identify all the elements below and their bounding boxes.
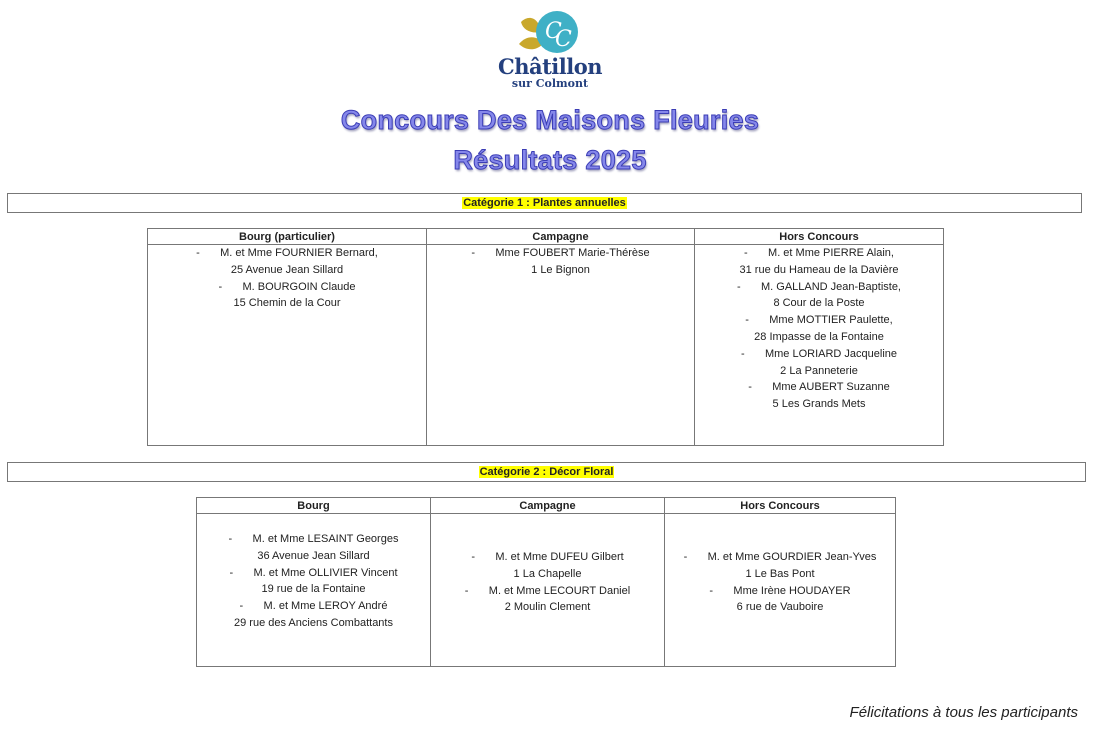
winner-name: - Mme LORIARD Jacqueline <box>741 348 897 360</box>
winner-address: 25 Avenue Jean Sillard <box>230 263 344 276</box>
winner-entry <box>197 531 430 565</box>
category-2-table <box>196 497 896 667</box>
town-logo <box>490 8 610 96</box>
winner-address: 1 Le Bignon <box>531 263 590 276</box>
column-header: Campagne <box>431 498 665 514</box>
winners-cell <box>427 245 695 446</box>
column-header: Bourg (particulier) <box>148 229 427 245</box>
winner-entry <box>148 245 426 279</box>
winner-name: - Mme FOUBERT Marie-Thérèse <box>471 247 649 259</box>
winner-address: 28 Impasse de la Fontaine <box>754 330 884 343</box>
winner-name: - M. et Mme FOURNIER Bernard, <box>196 247 378 259</box>
winner-name: - M. GALLAND Jean-Baptiste, <box>737 281 901 293</box>
winners-cell <box>431 514 665 667</box>
winners-cell <box>148 245 427 446</box>
winner-address: 2 Moulin Clement <box>504 601 591 614</box>
winner-address: 31 rue du Hameau de la Davière <box>739 263 899 276</box>
logo-line1: Châtillon <box>498 54 602 79</box>
winner-address: 6 rue de Vauboire <box>736 601 824 614</box>
logo-line2: sur Colmont <box>511 77 589 90</box>
winner-entry <box>197 598 430 632</box>
winner-name: - M. BOURGOIN Claude <box>218 281 355 293</box>
winner-name: - M. et Mme LEROY André <box>240 600 388 612</box>
congratulations-note: Félicitations à tous les participants <box>849 704 1078 721</box>
winner-entry <box>695 279 943 313</box>
column-header: Hors Concours <box>665 498 896 514</box>
winner-name: - Mme MOTTIER Paulette, <box>745 314 892 326</box>
winner-entry <box>695 379 943 413</box>
winner-entry <box>665 583 895 617</box>
winner-address: 2 La Panneterie <box>780 364 858 377</box>
winner-entry <box>427 245 694 279</box>
winner-name: - M. et Mme PIERRE Alain, <box>744 247 894 259</box>
winner-entry <box>431 549 664 583</box>
winner-address: 1 Le Bas Pont <box>745 567 815 580</box>
winner-entry <box>197 565 430 599</box>
column-header: Campagne <box>427 229 695 245</box>
winner-name: - M. et Mme DUFEU Gilbert <box>471 551 623 563</box>
winner-name: - Mme Irène HOUDAYER <box>709 585 850 597</box>
category-2-heading <box>7 462 1086 482</box>
column-header: Hors Concours <box>695 229 944 245</box>
winners-cell <box>695 245 944 446</box>
winners-cell <box>665 514 896 667</box>
winner-name: - M. et Mme GOURDIER Jean-Yves <box>684 551 877 563</box>
logo-emblem-icon <box>515 8 585 58</box>
category-label: Catégorie 1 : Plantes annuelles <box>463 197 626 209</box>
winner-entry <box>695 245 943 279</box>
winner-name: - M. et Mme OLLIVIER Vincent <box>229 567 397 579</box>
category-1-table <box>147 228 944 446</box>
winner-entry <box>695 312 943 346</box>
category-1-heading <box>7 193 1082 213</box>
winner-address: 1 La Chapelle <box>513 567 582 580</box>
page-title: Concours Des Maisons Fleuries <box>340 105 760 135</box>
winner-entry <box>148 279 426 313</box>
winner-name: - M. et Mme LECOURT Daniel <box>465 585 630 597</box>
winner-address: 15 Chemin de la Cour <box>233 297 341 310</box>
category-label: Catégorie 2 : Décor Floral <box>479 466 614 478</box>
winner-address: 29 rue des Anciens Combattants <box>234 616 393 629</box>
svg-text:C: C <box>555 27 572 52</box>
winner-address: 36 Avenue Jean Sillard <box>257 549 370 562</box>
column-header: Bourg <box>197 498 431 514</box>
winner-name: - Mme AUBERT Suzanne <box>748 381 890 393</box>
winner-address: 19 rue de la Fontaine <box>261 583 366 596</box>
winner-entry <box>695 346 943 380</box>
winner-name: - M. et Mme LESAINT Georges <box>229 533 399 545</box>
winners-cell <box>197 514 431 667</box>
winner-address: 5 Les Grands Mets <box>772 398 866 411</box>
winner-entry <box>665 549 895 583</box>
winner-address: 8 Cour de la Poste <box>773 297 865 310</box>
winner-entry <box>431 583 664 617</box>
page-subtitle: Résultats 2025 <box>453 145 647 175</box>
svg-text:C: C <box>545 19 562 44</box>
